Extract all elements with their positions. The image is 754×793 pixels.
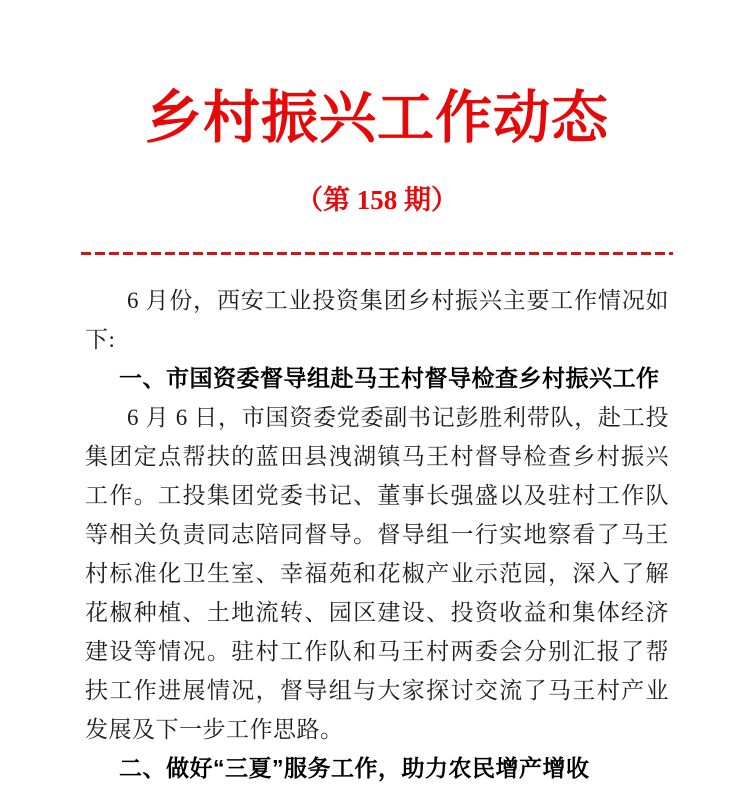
section-heading-2: 二、做好“三夏”服务工作，助力农民增产增收	[119, 755, 590, 781]
section-heading-1: 一、市国资委督导组赴马王村督导检查乡村振兴工作	[119, 365, 660, 391]
section-1-paragraph: 6 月 6 日，市国资委党委副书记彭胜利带队，赴工投集团定点帮扶的蓝田县洩湖镇马王村督导检查乡村振兴工作。工投集团党委书记、董事长强盛以及驻村工作队等相关负责同志陪同督导。督导组一行实地察看了马王村标准化卫生室、幸福苑和花椒产业示范园，深入了解花椒种植、土地流转、园区建设、投资收益和集体经济建设等情况。驻村工作队和马王村两委会分别汇报了帮扶工作进展情况，督导组与大家探讨交流了马王村产业发展及下一步工作思路。	[85, 405, 669, 742]
dashed-divider	[81, 252, 673, 255]
document-title: 乡村振兴工作动态	[145, 87, 609, 150]
issue-number: （第 158 期）	[296, 185, 458, 215]
document-body	[85, 281, 669, 788]
intro-paragraph: 6 月份，西安工业投资集团乡村振兴主要工作情况如下:	[85, 288, 669, 352]
